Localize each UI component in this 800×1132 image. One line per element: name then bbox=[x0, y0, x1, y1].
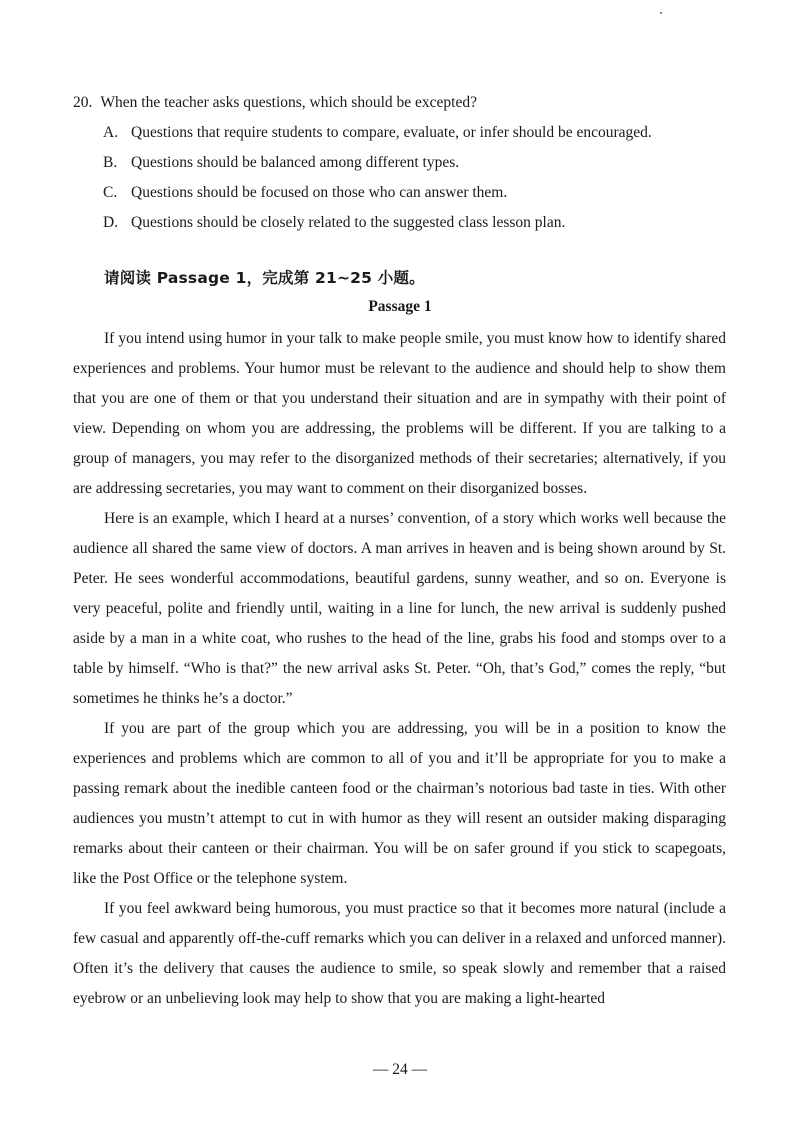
option-c bbox=[73, 178, 733, 208]
option-a bbox=[73, 118, 733, 148]
option-text: Questions should be focused on those who can answer them. bbox=[131, 184, 508, 201]
page-number: — 24 — bbox=[372, 1061, 428, 1078]
passage-paragraph-3: If you are part of the group which you are addressing, you will be in a position to know the experiences and problems which are common to all of you and it’ll be appropriate for you to make a passing remark about the inedible canteen food or the chairman’s notorious bad taste in ties. With other audiences you mustn’t attempt to cut in with humor as they will resent an outsider making disparaging remarks about their canteen or their chairman. You will be on safer ground if you stick to scapegoats, like the Post Office or the telephone system. bbox=[73, 720, 726, 887]
question-20 bbox=[73, 88, 733, 238]
option-letter: B. bbox=[103, 154, 118, 171]
option-letter: C. bbox=[103, 184, 118, 201]
question-stem bbox=[73, 88, 733, 118]
option-text: Questions that require students to compare, evaluate, or infer should be encouraged. bbox=[131, 124, 652, 141]
option-letter: D. bbox=[103, 214, 119, 231]
reading-instruction: 请阅读 Passage 1，完成第 21~25 小题。 bbox=[104, 269, 425, 287]
question-number: 20. bbox=[73, 94, 93, 111]
passage-title: Passage 1 bbox=[368, 298, 432, 315]
passage-paragraph-2: Here is an example, which I heard at a nurses’ convention, of a story which works well because the audience all shared the same view of doctors. A man arrives in heaven and is being shown around by St. Peter. He sees wonderful accommodations, beautiful gardens, sunny weather, and so on. Everyone is very peaceful, polite and friendly until, waiting in a line for lunch, the new arrival is suddenly pushed aside by a man in a white coat, who rushes to the head of the line, grabs his food and stomps over to a table by himself. “Who is that?” the new arrival asks St. Peter. “Oh, that’s God,” comes the reply, “but sometimes he thinks he’s a doctor.” bbox=[73, 510, 726, 707]
scan-speck bbox=[660, 12, 662, 14]
question-text: When the teacher asks questions, which should be excepted? bbox=[100, 94, 477, 111]
option-letter: A. bbox=[103, 124, 119, 141]
option-text: Questions should be balanced among different types. bbox=[131, 154, 460, 171]
passage-paragraph-1: If you intend using humor in your talk to make people smile, you must know how to identify shared experiences and problems. Your humor must be relevant to the audience and should help to show them that you are one of them or that you understand their situation and are in sympathy with their point of view. Depending on whom you are addressing, the problems will be different. If you are talking to a group of managers, you may refer to the disorganized methods of their secretaries; alternatively, if you are addressing secretaries, you may want to comment on their disorganized bosses. bbox=[73, 330, 726, 497]
passage-body bbox=[73, 324, 726, 1014]
option-text: Questions should be closely related to the suggested class lesson plan. bbox=[131, 214, 566, 231]
option-d bbox=[73, 208, 733, 238]
passage-paragraph-4: If you feel awkward being humorous, you must practice so that it becomes more natural (include a few casual and apparently off-the-cuff remarks which you can deliver in a relaxed and unforced manner). Often it’s the delivery that causes the audience to smile, so speak slowly and remember that a raised eyebrow or an unbelieving look may help to show that you are making a light-hearted bbox=[73, 900, 726, 1007]
option-b bbox=[73, 148, 733, 178]
